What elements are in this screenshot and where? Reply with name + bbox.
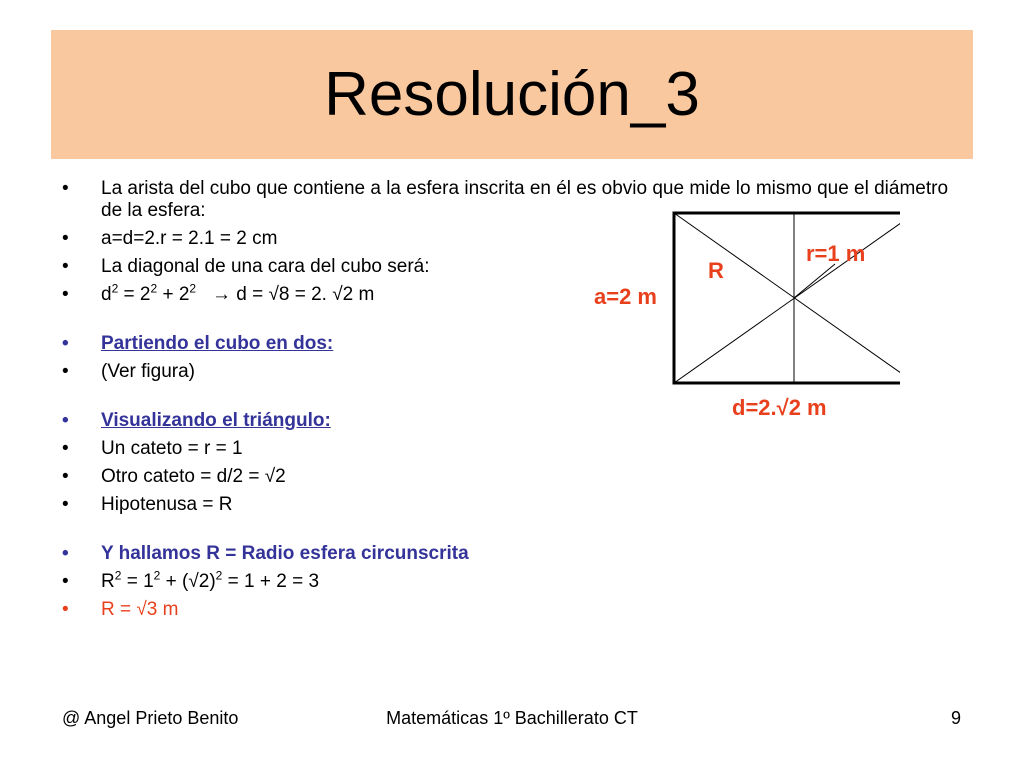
exponent: 2 xyxy=(150,281,158,296)
formula-part: + (√2) xyxy=(160,571,216,592)
bullet-text: Un cateto = r = 1 xyxy=(101,438,243,459)
bullet-item xyxy=(62,466,962,488)
exponent: 2 xyxy=(215,568,223,583)
bullet-item xyxy=(62,568,962,593)
label-d: d=2.√2 m xyxy=(732,395,827,420)
formula-part: → d = √8 = 2. √2 m xyxy=(196,284,375,305)
radius-segment xyxy=(794,264,835,298)
cube-diagram xyxy=(580,206,900,426)
footer-course: Matemáticas 1º Bachillerato CT xyxy=(386,708,638,728)
bullet-text: Partiendo el cubo en dos: xyxy=(101,333,334,354)
bullet-item xyxy=(62,494,962,516)
exponent: 2 xyxy=(111,281,119,296)
bullet-text: Otro cateto = d/2 = √2 xyxy=(101,466,286,487)
diagonal-line-1 xyxy=(674,213,900,383)
cube-face-rect xyxy=(674,213,900,383)
label-r: r=1 m xyxy=(806,241,866,266)
bullet-text: La arista del cubo que contiene a la esfera inscrita en él es obvio que mide lo mismo que el diámetro de la esfera: xyxy=(101,178,949,221)
exponent: 2 xyxy=(153,568,161,583)
exponent: 2 xyxy=(114,568,122,583)
exponent: 2 xyxy=(189,281,197,296)
formula-part: + 2 xyxy=(157,284,190,305)
bullet-item xyxy=(62,543,962,565)
bullet-text: Visualizando el triángulo: xyxy=(101,410,331,431)
bullet-text: Y hallamos R = Radio esfera circunscrita xyxy=(101,543,469,564)
label-R: R xyxy=(708,258,724,283)
formula-part: = 1 + 2 = 3 xyxy=(222,571,320,592)
bullet-item xyxy=(62,438,962,460)
title-bar xyxy=(51,30,973,159)
formula-part: = 1 xyxy=(121,571,154,592)
footer-page-number: 9 xyxy=(951,708,962,728)
footer-author: @ Angel Prieto Benito xyxy=(62,708,239,728)
bullet-text: Hipotenusa = R xyxy=(101,494,233,515)
formula-part: d xyxy=(101,284,112,305)
bullet-text: La diagonal de una cara del cubo será: xyxy=(101,256,430,277)
label-a: a=2 m xyxy=(594,284,657,309)
bullet-text: R = √3 m xyxy=(101,599,179,620)
cube-section-figure xyxy=(580,206,900,426)
diagonal-line-2 xyxy=(674,213,900,383)
page-title: Resolución_3 xyxy=(324,60,700,129)
bullet-item xyxy=(62,599,962,621)
bullet-text: a=d=2.r = 2.1 = 2 cm xyxy=(101,228,278,249)
formula-part: = 2 xyxy=(118,284,151,305)
bullet-text: (Ver figura) xyxy=(101,361,195,382)
formula-part: R xyxy=(101,571,115,592)
